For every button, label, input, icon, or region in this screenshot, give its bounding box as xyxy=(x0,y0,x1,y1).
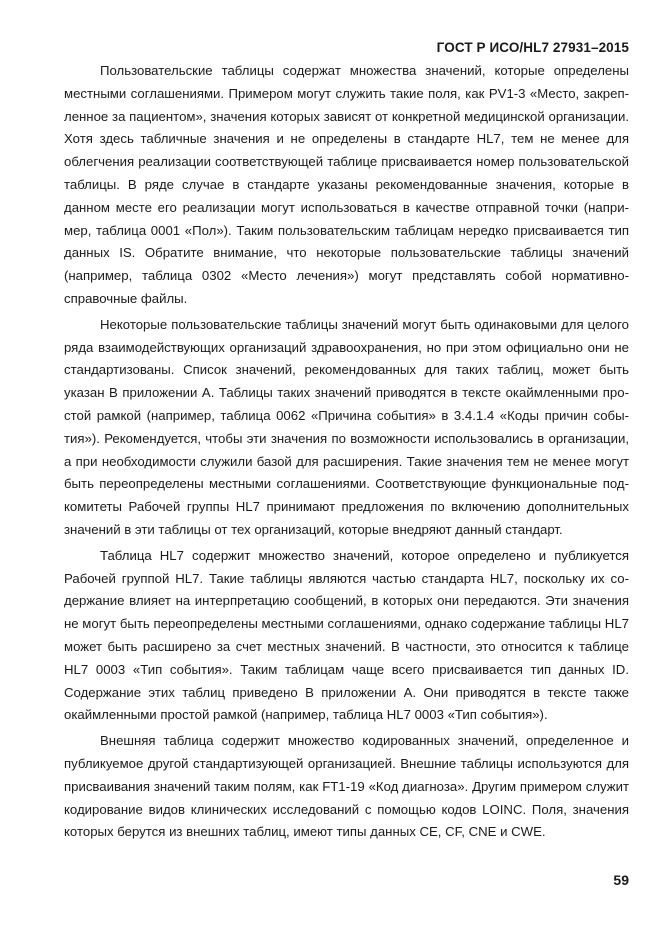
paragraph-user-tables: Пользовательские таблицы содержат множества значений, которые определены местными соглашениями. Примером могут служить такие поля, как PV1-3 «Место, закрепленное за пациентом», значения которых зависят от конкретной медицинской организации. Хотя здесь табличные значения и не определены в стандарте HL7, тем не менее для облегчения реализации соответствующей таблице присваивается номер пользовательской таблицы. В ряде случае в стандарте указаны рекомендованные значения, которые в данном месте его реализации могут использоваться в качестве отправной точки (например, таблица 0001 «Пол»). Таким пользовательским таблицам нередко присваивается тип данных IS. Обратите внимание, что некоторые пользовательские таблицы значений (например, таблица 0302 «Место лечения») могут представлять собой нормативно-справочные файлы. xyxy=(64,63,629,306)
paragraph-external-tables: Внешняя таблица содержит множество кодированных значений, определенное и публикуемое другой стандартизующей организацией. Внешние таблицы используются для присваивания значений таким полям, как FT1-19 «Код диагноза». Другим примером служит кодирование видов клинических исследований с помощью кодов LOINC. Поля, значения которых берутся из внешних таблиц, имеют типы данных CE, CF, CNE и CWE. xyxy=(64,733,629,840)
body-text xyxy=(64,60,629,847)
page-number: 59 xyxy=(613,872,629,888)
paragraph-shared-user-tables: Некоторые пользовательские таблицы значений могут быть одинаковыми для целого ряда взаимодействующих организаций здравоохранения, но при этом официально они не стандартизованы. Список значений, рекомендованных для таких таблиц, может быть указан В приложении А. Таблицы таких значений приводятся в тексте окаймленными простой рамкой (например, таблица 0062 «Причина события» в 3.4.1.4 «Коды причин события»). Рекомендуется, чтобы эти значения по возможности использовались в организации, а при необходимости служили базой для расширения. Такие значения тем не менее могут быть переопределены местными соглашениями. Соответствующие функциональные подкомитеты Рабочей группы HL7 принимают предложения по включению дополнительных значений в эти таблицы от тех организаций, которые внедряют данный стандарт. xyxy=(64,316,629,537)
standard-header: ГОСТ Р ИСО/HL7 27931–2015 xyxy=(436,40,629,55)
paragraph-hl7-tables: Таблица HL7 содержит множество значений, которое определено и публикуется Рабочей группой HL7. Такие таблицы являются частью стандарта HL7, поскольку их содержание влияет на интерпретацию сообщений, в которых они передаются. Эти значения не могут быть переопределены местными соглашениями, однако содержание таблицы HL7 может быть расширено за счет местных значений. В частности, это относится к таблице HL7 0003 «Тип события». Таким таблицам чаще всего присваивается тип данных ID. Содержание этих таблиц приведено В приложении А. Они приводятся в тексте также окаймленными простой рамкой (например, таблица HL7 0003 «Тип события»). xyxy=(64,547,629,723)
